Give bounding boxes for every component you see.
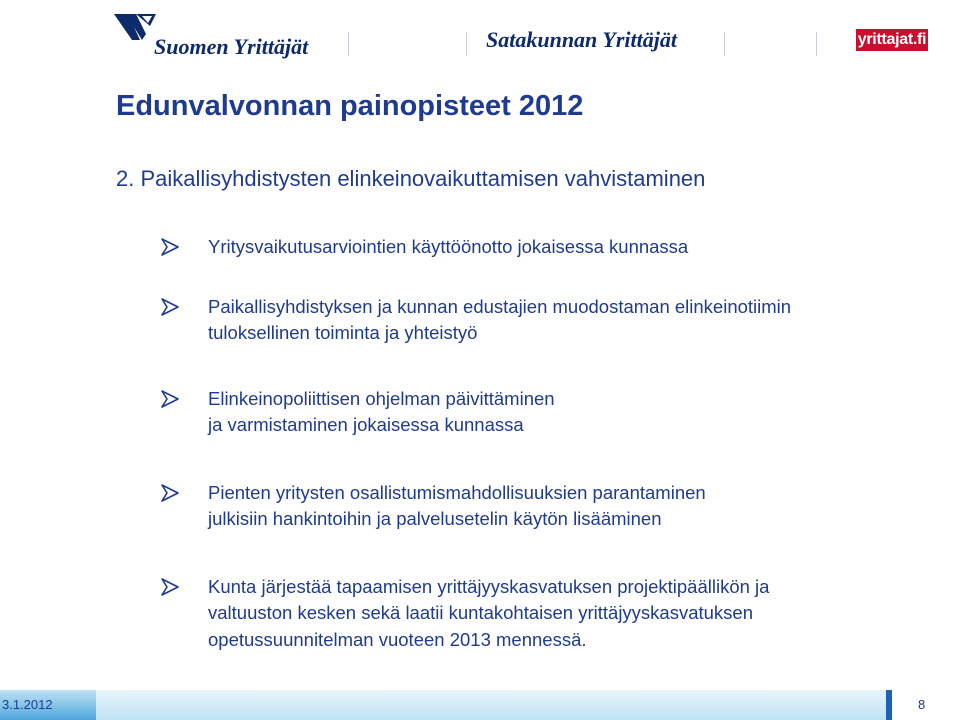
bullet-line: Paikallisyhdistyksen ja kunnan edustajien muodostaman elinkeinotiimin (208, 296, 792, 317)
header-divider (816, 32, 817, 56)
footer-middle-band (96, 690, 886, 720)
arrow-bullet-icon (160, 237, 180, 257)
yrittajat-fi-logo: yrittajat.fi (856, 29, 928, 51)
bullet-line: julkisiin hankintoihin ja palvelusetelin käytön lisääminen (208, 508, 662, 530)
section-heading: 2. Paikallisyhdistysten elinkeinovaikuttamisen vahvistaminen (116, 166, 706, 191)
bullet-text (208, 480, 928, 533)
bullet-text (208, 386, 928, 439)
arrow-bullet-icon (160, 577, 180, 597)
bullet-line: tuloksellinen toiminta ja yhteistyö (208, 322, 478, 344)
bullet-line: ja varmistaminen jokaisessa kunnassa (208, 414, 524, 436)
bullet-line: opetussuunnitelman vuoteen 2013 mennessä. (208, 628, 587, 650)
arrow-bullet-icon (160, 389, 180, 409)
footer-accent-bar (886, 690, 892, 720)
bullet-line: Yritysvaikutusarviointien käyttöönotto jokaisessa kunnassa (208, 236, 689, 257)
bullet-text (208, 294, 928, 347)
flag-emblem-icon (112, 10, 160, 50)
header-divider (348, 32, 349, 56)
arrow-bullet-icon (160, 483, 180, 503)
slide-title: Edunvalvonnan painopisteet 2012 (116, 90, 584, 122)
header-divider (466, 32, 467, 56)
bullet-line: Pienten yritysten osallistumismahdollisuuksien parantaminen (208, 482, 706, 503)
arrow-bullet-icon (160, 297, 180, 317)
header-divider (724, 32, 725, 56)
bullet-line: Kunta järjestää tapaamisen yrittäjyyskasvatuksen projektipäällikön ja (208, 576, 770, 597)
bullet-text (208, 234, 928, 260)
slide-footer (0, 690, 960, 720)
bullet-text (208, 574, 928, 653)
bullet-line: Elinkeinopoliittisen ohjelman päivittäminen (208, 388, 555, 409)
bullet-line: valtuuston kesken sekä laatii kuntakohtaisen yrittäjyyskasvatuksen (208, 602, 754, 624)
footer-date: 3.1.2012 (2, 697, 53, 712)
header-organization-name: Satakunnan Yrittäjät (486, 27, 677, 52)
slide-header (0, 0, 960, 64)
suomen-yrittajat-logo (112, 10, 342, 58)
logo-left-text: Suomen Yrittäjät (154, 34, 309, 59)
page-number: 8 (918, 697, 926, 712)
